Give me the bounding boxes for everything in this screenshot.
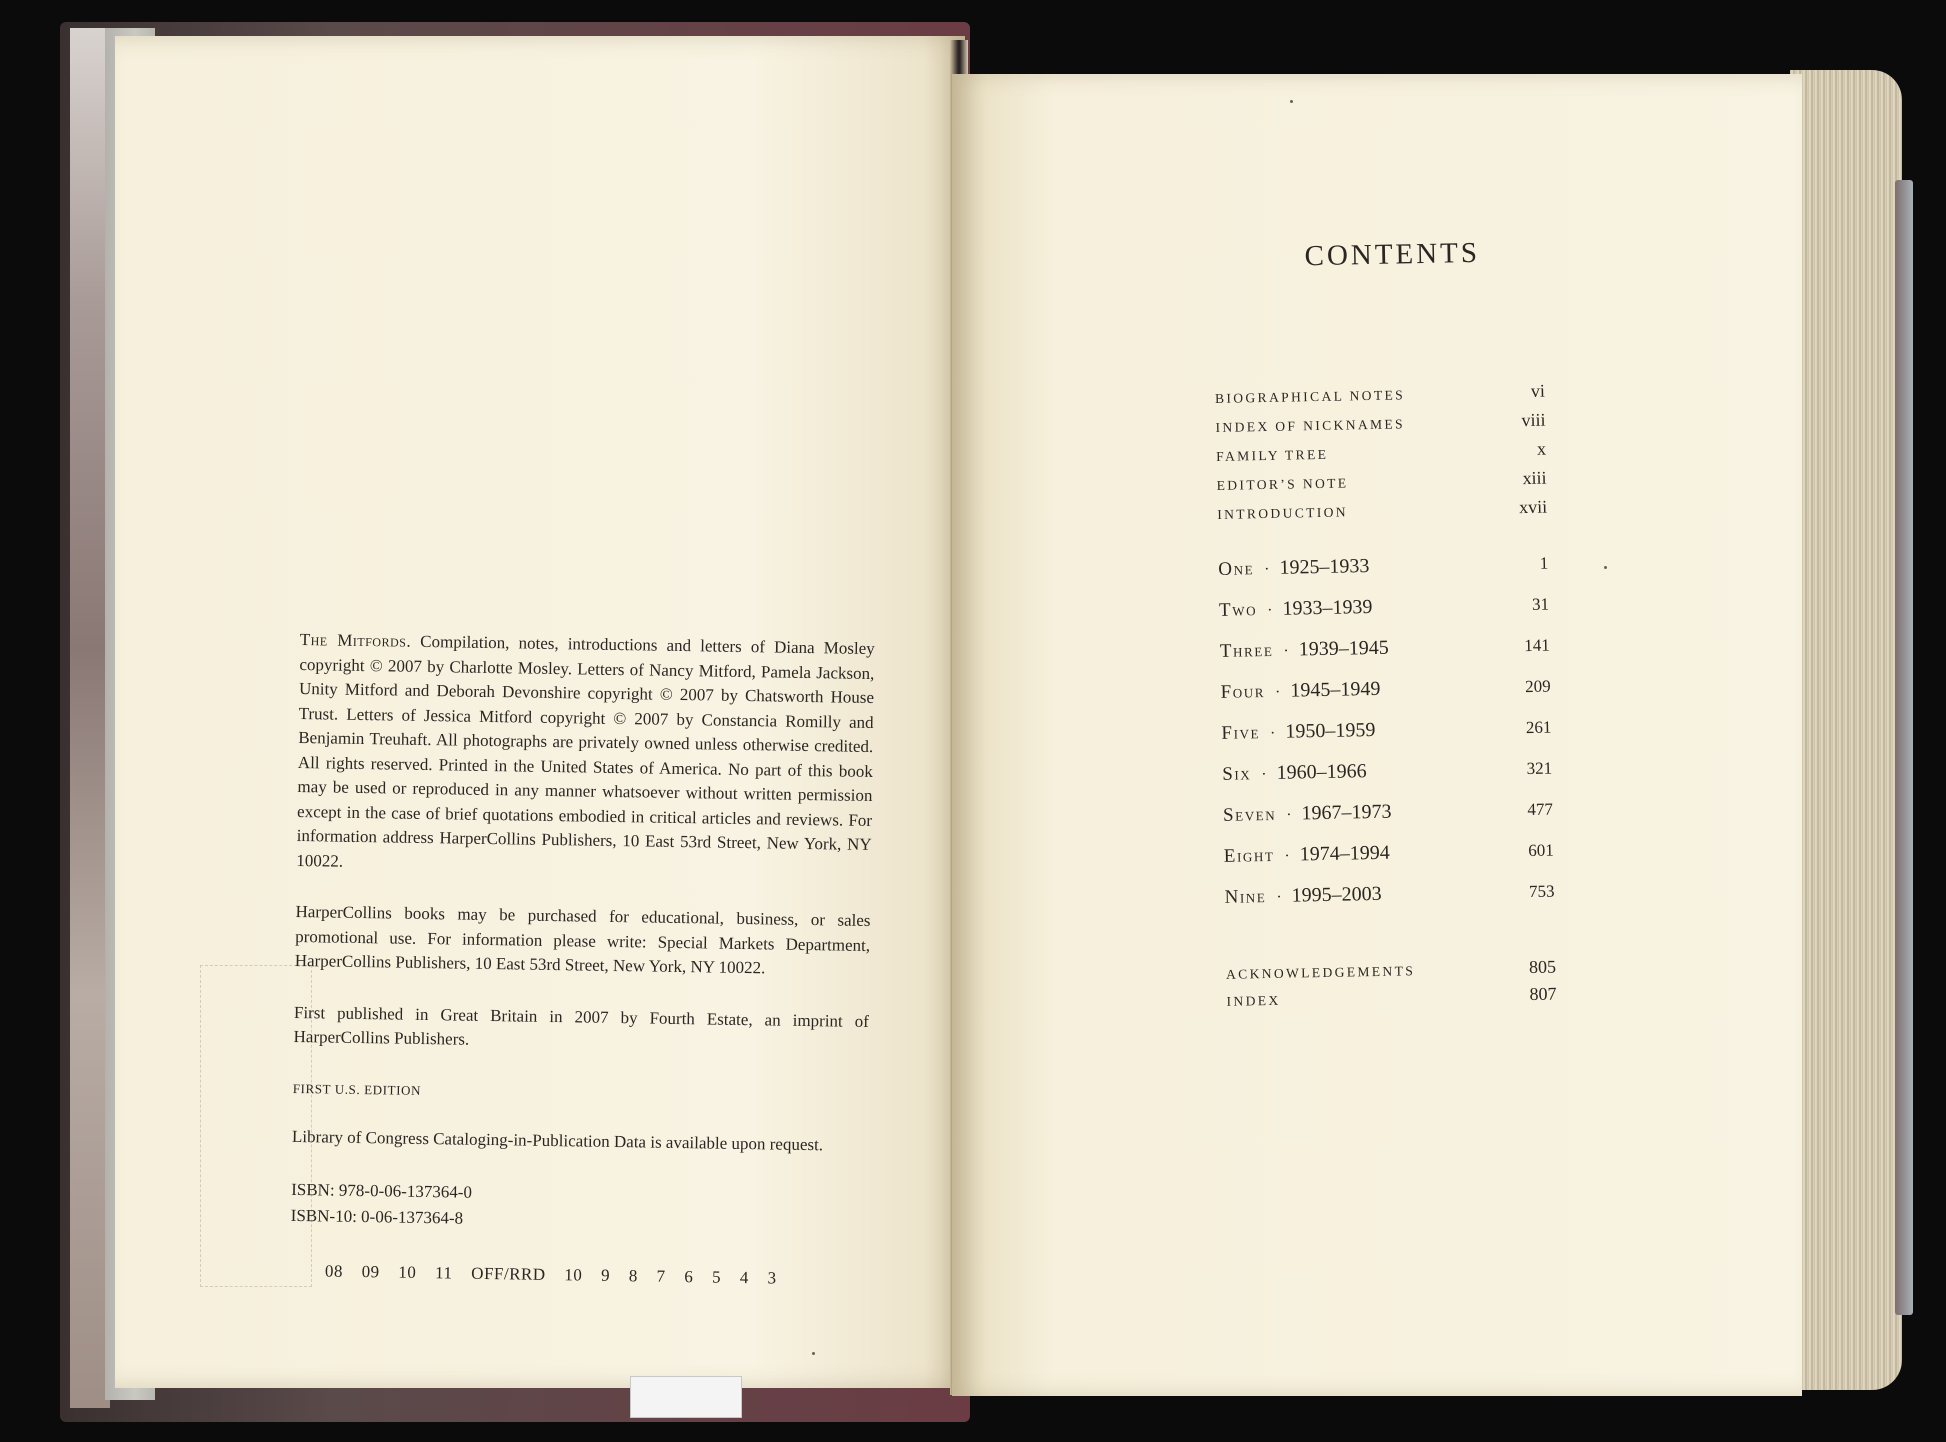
contents-title: CONTENTS [1304,236,1481,273]
toc-part-entry: Six · 1960–1966 321 [1222,758,1553,785]
toc-part-entry: Seven · 1967–1973 477 [1222,799,1554,826]
parts-list [1218,552,1555,927]
toc-part-entry: One · 1925–1933 1 [1218,553,1549,580]
toc-part-entry: Five · 1950–1959 261 [1221,717,1552,744]
toc-entry: INDEX OF NICKNAMES viii [1215,409,1546,435]
toc-entry: INTRODUCTION xvii [1217,496,1548,522]
front-matter-list [1215,381,1548,532]
toc-part-entry: Three · 1939–1945 141 [1219,635,1550,662]
paper-speck [812,1352,815,1355]
dust-jacket-edge [70,28,110,1408]
toc-part-entry: Eight · 1974–1994 601 [1223,840,1554,867]
copyright-paragraph: The Mitfords. Compilation, notes, introductions and letters of Diana Mosley copyright © 2007 by Charlotte Mosley. Letters of Nancy Mitford, Pamela Jackson, Unity Mitford and Deborah Devonshire copyright © 2007 by Chatsworth House Trust. Letters of Jessica Mitford copyright © 2007 by Constancia Romilly and Benjamin Treuhaft. All photographs are privately owned unless otherwise credited. All rights reserved. Printed in the United States of America. No part of this book may be used or reproduced in any manner whatsoever without written permission except in the case of brief quotations embodied in critical articles and reviews. For information address HarperCollins Publishers, 10 East 53rd Street, New York, NY 10022. [296,629,875,871]
isbn-block [291,1176,867,1237]
toc-part-entry: Four · 1945–1949 209 [1220,676,1551,703]
first-published-paragraph: First published in Great Britain in 2007 by Fourth Estate, an imprint of HarperCollins Publishers. [293,1002,870,1049]
toc-entry: ACKNOWLEDGEMENTS 805 [1225,956,1557,982]
paper-speck [1290,100,1293,103]
page-edges [1790,70,1902,1390]
toc-entry: INDEX 807 [1226,983,1557,1009]
printing-line: 08 09 10 11 OFF/RRD 10 9 8 7 6 5 4 3 [324,1260,777,1288]
back-matter-list [1226,957,1557,1017]
sales-paragraph: HarperCollins books may be purchased for educational, business, or sales promotional use. For information please write: Special Markets Department, HarperCollins Publishers, 10 East 53rd Street, New York, NY 10022. [294,901,871,978]
paper-tab [630,1376,742,1418]
book-cover-right [1895,180,1913,1315]
table-of-contents [1212,236,1557,1017]
toc-part-entry: Nine · 1995–2003 753 [1224,881,1555,908]
toc-part-entry: Two · 1933–1939 31 [1218,594,1550,621]
book-title-smallcaps: The Mitfords. [299,629,412,651]
paper-speck [1604,566,1607,569]
cip-line: Library of Congress Cataloging-in-Publication Data is available upon request. [291,1126,824,1155]
toc-entry: BIOGRAPHICAL NOTES vi [1214,380,1546,406]
toc-entry: FAMILY TREE x [1215,438,1547,464]
copyright-text-block [290,628,875,1292]
isbn-13: ISBN: 978-0-06-137364-0 [291,1179,473,1202]
isbn-10: ISBN-10: 0-06-137364-8 [290,1205,464,1228]
edition-line: FIRST U.S. EDITION [292,1080,422,1098]
toc-entry: EDITOR’S NOTE xiii [1216,467,1547,493]
